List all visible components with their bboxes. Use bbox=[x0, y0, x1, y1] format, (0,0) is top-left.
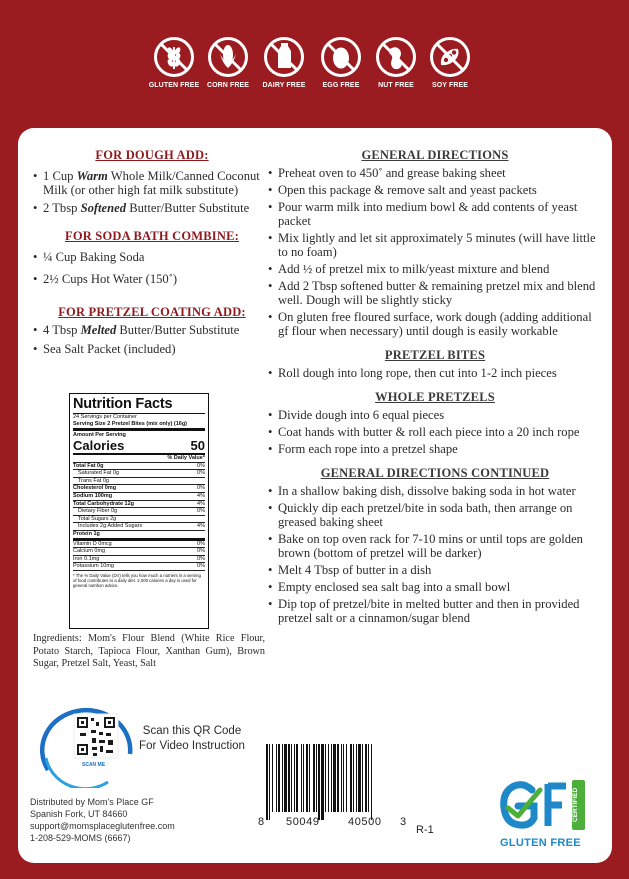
nutrition-facts-label bbox=[69, 393, 209, 629]
nutrition-row-label: Sodium 100mg bbox=[73, 492, 113, 499]
barcode-bar bbox=[303, 744, 304, 812]
dough-item bbox=[33, 201, 271, 215]
instructions-panel bbox=[18, 128, 612, 863]
dough-item-2-pre: 2 Tbsp bbox=[43, 201, 81, 215]
nut-free-label: NUT FREE bbox=[378, 82, 414, 89]
dough-item-2-em: Softened bbox=[80, 201, 127, 215]
barcode-bar bbox=[282, 744, 283, 812]
corn-icon bbox=[207, 36, 249, 78]
distributor-line: Spanish Fork, UT 84660 bbox=[30, 809, 128, 819]
general-continued-step: • Empty enclosed sea salt bag into a small bowl bbox=[268, 580, 602, 594]
peanut-icon bbox=[375, 36, 417, 78]
barcode-bar bbox=[321, 744, 324, 820]
wheat-icon bbox=[153, 36, 195, 78]
pretzel-bites-list bbox=[268, 366, 602, 380]
barcode-bar bbox=[306, 744, 308, 812]
dv-header: % Daily Value* bbox=[167, 455, 205, 461]
nutrition-row bbox=[73, 541, 205, 549]
qr-code-icon[interactable] bbox=[36, 698, 136, 788]
whole-pretzel-step: • Form each rope into a pretzel shape bbox=[268, 442, 602, 456]
barcode-bar bbox=[325, 744, 326, 812]
nutrition-row-label: Total Carbohydrate 12g bbox=[73, 500, 135, 507]
nutrition-serving-size: Serving Size 2 Pretzel Bites (mix only) (16g) bbox=[73, 421, 205, 431]
nutrition-row-label: Saturated Fat 0g bbox=[78, 470, 119, 477]
nutrition-row bbox=[73, 556, 205, 564]
distributor-line: Distributed by Mom's Place GF bbox=[30, 797, 154, 807]
barcode-bar bbox=[284, 744, 287, 812]
whole-pretzel-step: • Coat hands with butter & roll each piece into a 20 inch rope bbox=[268, 425, 602, 439]
soda-heading: FOR SODA BATH COMBINE: bbox=[65, 229, 239, 243]
barcode-bar bbox=[353, 744, 354, 812]
coating-item: • Sea Salt Packet (included) bbox=[33, 342, 271, 356]
general-directions-heading: GENERAL DIRECTIONS bbox=[361, 148, 509, 162]
nutrition-row-label: Iron 0.1mg bbox=[73, 555, 100, 562]
dairy-free-badge bbox=[256, 36, 312, 89]
coating-heading: FOR PRETZEL COATING ADD: bbox=[58, 305, 246, 319]
barcode-bar bbox=[296, 744, 298, 812]
barcode-bar bbox=[272, 744, 273, 812]
nut-free-badge bbox=[368, 36, 424, 89]
general-continued-heading: GENERAL DIRECTIONS CONTINUED bbox=[320, 466, 550, 480]
nutrition-row-label: Trans Fat 0g bbox=[78, 477, 109, 484]
dairy-free-label: DAIRY FREE bbox=[262, 82, 306, 89]
nutrition-row bbox=[73, 523, 205, 531]
gf-certified-text: CERTIFIED bbox=[572, 787, 579, 823]
barcode-graphic bbox=[266, 744, 418, 824]
barcode-bar bbox=[313, 744, 315, 812]
nutrition-row-label: Calcium 0mg bbox=[73, 548, 106, 555]
general-continued-step: • Dip top of pretzel/bite in melted butter and then in provided pretzel salt or a cinnamon/sugar blend bbox=[268, 597, 602, 625]
dough-item-1-pre: 1 Cup bbox=[43, 169, 77, 183]
barcode-bar bbox=[278, 744, 280, 812]
nutrition-row-dv: 0% bbox=[197, 485, 205, 492]
nutrition-amount-per-serving: Amount Per Serving bbox=[73, 432, 126, 438]
nutrition-row-dv: 0% bbox=[197, 563, 205, 570]
general-continued-step: • Bake on top oven rack for 7-10 mins or until tops are golden brown (bottom of pretzel will be darker) bbox=[268, 532, 602, 560]
nutrition-row bbox=[73, 478, 205, 486]
egg-free-badge bbox=[313, 36, 369, 89]
nutrition-calories-row bbox=[73, 439, 205, 455]
nutrition-row-label: Vitamin D 0mcg bbox=[73, 540, 112, 547]
general-direction-step: • Preheat oven to 450˚ and grease baking sheet bbox=[268, 166, 602, 180]
general-direction-step: • Add 2 Tbsp softened butter & remaining pretzel mix and blend well. Dough will be slightly sticky bbox=[268, 279, 602, 307]
barcode-group-1: 50049 bbox=[286, 816, 320, 828]
barcode-bar bbox=[371, 744, 372, 820]
barcode-digit-first: 8 bbox=[258, 816, 265, 828]
general-direction-step: • Mix lightly and let sit approximately 5 minutes (will have little to no foam) bbox=[268, 231, 602, 259]
nutrition-row bbox=[73, 501, 205, 509]
nutrition-row-label: Protein 1g bbox=[73, 530, 100, 537]
nutrition-row-dv: 0% bbox=[197, 470, 205, 477]
barcode-bar bbox=[266, 744, 268, 820]
nutrition-row bbox=[73, 470, 205, 478]
dough-item bbox=[33, 169, 271, 197]
nutrition-row bbox=[73, 516, 205, 524]
barcode-bar bbox=[333, 744, 336, 812]
nutrition-row bbox=[73, 531, 205, 541]
distributor-info bbox=[30, 796, 230, 844]
nutrition-title: Nutrition Facts bbox=[73, 396, 205, 414]
dough-item-1-em: Warm bbox=[76, 169, 108, 183]
nutrition-dv-header bbox=[73, 455, 205, 463]
whole-pretzels-heading: WHOLE PRETZELS bbox=[375, 390, 495, 404]
nutrition-row bbox=[73, 485, 205, 493]
barcode-bar bbox=[301, 744, 302, 812]
soy-free-label: SOY FREE bbox=[431, 82, 469, 89]
general-directions-list bbox=[268, 166, 602, 338]
nutrition-rows bbox=[73, 463, 205, 571]
nutrition-row bbox=[73, 508, 205, 516]
barcode-bar bbox=[288, 744, 290, 812]
calories-value: 50 bbox=[190, 438, 205, 453]
scan-me-label: SCAN ME bbox=[82, 762, 106, 768]
nutrition-row-label: Potassium 10mg bbox=[73, 563, 114, 570]
product-code: R-1 bbox=[416, 824, 434, 836]
nutrition-row bbox=[73, 493, 205, 501]
barcode-bar bbox=[362, 744, 363, 812]
barcode-bar bbox=[316, 744, 317, 812]
nutrition-row bbox=[73, 563, 205, 571]
nutrition-row-label: Dietary Fiber 0g bbox=[78, 508, 118, 515]
milk-carton-icon bbox=[263, 36, 305, 78]
general-continued-step: • Melt 4 Tbsp of butter in a dish bbox=[268, 563, 602, 577]
egg-free-label: EGG FREE bbox=[322, 82, 360, 89]
barcode-bar bbox=[350, 744, 352, 812]
pretzel-bites-heading: PRETZEL BITES bbox=[384, 348, 486, 362]
general-direction-step: • Open this package & remove salt and yeast packets bbox=[268, 183, 602, 197]
barcode-bar bbox=[309, 744, 310, 812]
barcode-digit-last: 3 bbox=[400, 816, 407, 828]
ingredients-text: Ingredients: Mom's Flour Blend (White Rice Flour, Potato Starch, Tapioca Flour, Xanthan Gum), Brown Sugar, Pretzel Salt, Yeast, Salt bbox=[33, 633, 265, 669]
pretzel-bites-step: • Roll dough into long rope, then cut into 1-2 inch pieces bbox=[268, 366, 602, 380]
nutrition-row-label: Total Sugars 2g bbox=[78, 515, 117, 522]
barcode-bar bbox=[294, 744, 295, 812]
general-continued-list bbox=[268, 484, 602, 625]
general-continued-step: • Quickly dip each pretzel/bite in soda bath, then arrange on greased baking sheet bbox=[268, 501, 602, 529]
directions-column bbox=[268, 146, 602, 625]
nutrition-row-dv: 4% bbox=[197, 492, 205, 499]
distributor-phone: 1-208-529-MOMS (6667) bbox=[30, 833, 131, 843]
nutrition-row-dv: 4% bbox=[197, 523, 205, 530]
general-continued-step: • In a shallow baking dish, dissolve baking soda in hot water bbox=[268, 484, 602, 498]
qr-caption: Scan this QR Code For Video Instruction bbox=[139, 725, 245, 752]
gf-certified-logo bbox=[496, 778, 594, 850]
barcode-bar bbox=[346, 744, 347, 812]
soda-item: • 2½ Cups Hot Water (150˚) bbox=[33, 272, 271, 286]
dough-item-1-post: Whole Milk/Canned Coconut Milk (or other high fat milk substitute) bbox=[43, 169, 260, 197]
general-direction-step: • Add ½ of pretzel mix to milk/yeast mixture and blend bbox=[268, 262, 602, 276]
barcode-bar bbox=[328, 744, 329, 812]
nutrition-row-dv: 0% bbox=[197, 548, 205, 555]
barcode-bar bbox=[318, 744, 320, 820]
gf-logo-text: GLUTEN FREE bbox=[500, 837, 581, 849]
general-direction-step: • Pour warm milk into medium bowl & add contents of yeast packet bbox=[268, 200, 602, 228]
qr-code-badge[interactable] bbox=[36, 698, 136, 788]
nutrition-row-label: Cholesterol 0mg bbox=[73, 485, 117, 492]
nutrition-row bbox=[73, 463, 205, 471]
nutrition-footnote: * The % Daily Value (DV) tells you how much a nutrient in a serving of food contributes to a daily diet. 2,000 calories a day is used for general nutrition advice. bbox=[73, 572, 201, 589]
ingredients-column bbox=[33, 146, 271, 356]
soy-free-badge bbox=[422, 36, 478, 89]
allergen-icons-row bbox=[146, 36, 476, 110]
whole-pretzel-step: • Divide dough into 6 equal pieces bbox=[268, 408, 602, 422]
barcode-bar bbox=[331, 744, 332, 812]
gluten-free-badge bbox=[146, 36, 202, 89]
barcode-bar bbox=[291, 744, 292, 812]
coating-item bbox=[33, 323, 271, 337]
corn-free-badge bbox=[200, 36, 256, 89]
barcode-bar bbox=[341, 744, 342, 812]
egg-icon bbox=[320, 36, 362, 78]
corn-free-label: CORN FREE bbox=[206, 82, 250, 89]
dough-heading: FOR DOUGH ADD: bbox=[95, 148, 209, 162]
nutrition-row-dv: 0% bbox=[197, 540, 205, 547]
general-direction-step: • On gluten free floured surface, work dough (adding additional gf flour when necessary) until dough is easily workable bbox=[268, 310, 602, 338]
nutrition-row bbox=[73, 548, 205, 556]
whole-pretzels-list bbox=[268, 408, 602, 456]
soybean-icon bbox=[429, 36, 471, 78]
barcode-group-2: 40500 bbox=[348, 816, 382, 828]
nutrition-row-dv: 4% bbox=[197, 500, 205, 507]
nutrition-row-dv: 0% bbox=[197, 462, 205, 469]
nutrition-row-label: Total Fat 0g bbox=[73, 462, 104, 469]
barcode-bar bbox=[343, 744, 344, 812]
barcode bbox=[258, 744, 432, 834]
dough-item-2-post: Butter/Butter Substitute bbox=[126, 201, 250, 215]
nutrition-servings: 24 Servings per Container bbox=[73, 414, 137, 420]
barcode-bar bbox=[276, 744, 277, 812]
calories-label: Calories bbox=[73, 438, 125, 453]
barcode-bar bbox=[356, 744, 357, 812]
nutrition-row-dv: 0% bbox=[197, 508, 205, 515]
barcode-bar bbox=[358, 744, 361, 812]
coating-item-1-post: Butter/Butter Substitute bbox=[116, 323, 240, 337]
distributor-email: support@momsplaceglutenfree.com bbox=[30, 821, 175, 831]
soda-item: • ¼ Cup Baking Soda bbox=[33, 250, 271, 264]
barcode-bar bbox=[269, 744, 270, 820]
gluten-free-label: GLUTEN FREE bbox=[148, 82, 200, 89]
barcode-bar bbox=[337, 744, 339, 812]
nutrition-row-label: Includes 2g Added Sugars bbox=[78, 523, 143, 530]
barcode-bar bbox=[368, 744, 369, 812]
barcode-bar bbox=[365, 744, 367, 812]
coating-item-1-em: Melted bbox=[80, 323, 117, 337]
nutrition-row-dv: 0% bbox=[197, 555, 205, 562]
coating-item-1-pre: 4 Tbsp bbox=[43, 323, 81, 337]
